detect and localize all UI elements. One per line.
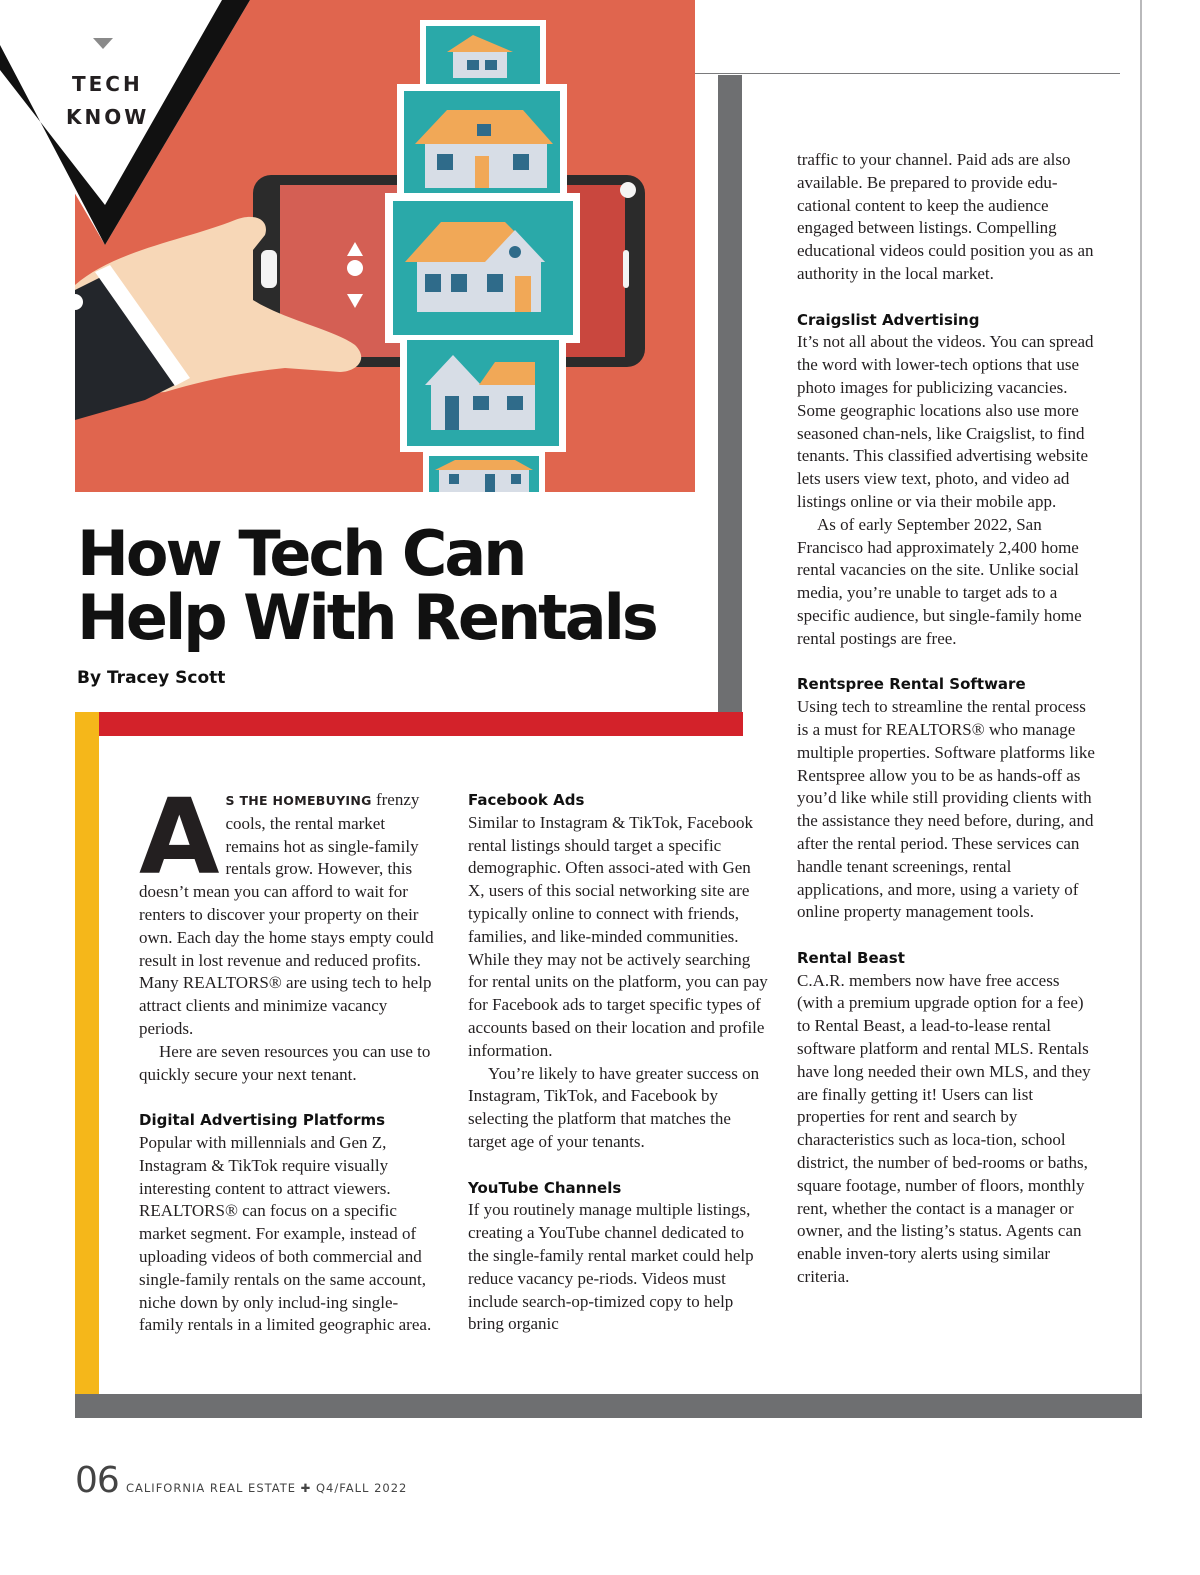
youtube-text-continued: traffic to your channel. Paid ads are also available. Be prepared to provide edu-cational content to keep the audience engaged between listings. Compelling educational videos could position you as an authority in the local market. [797, 150, 1094, 283]
article-title [77, 517, 717, 654]
heading-youtube-channels: YouTube Channels [468, 1178, 622, 1197]
gray-frame-bottom [75, 1394, 1142, 1418]
intro-paragraph [139, 776, 441, 1041]
section-chevron-badge [0, 0, 260, 260]
article-column-1 [139, 776, 441, 1337]
youtube-text: If you routinely manage multiple listings, creating a YouTube channel dedicated to the single-family rental market could help reduce vacancy pe-riods. Videos must include search-op-timized copy to help bring organic [468, 1200, 754, 1334]
heading-rentspree: Rentspree Rental Software [797, 675, 1026, 694]
title-line-2: Help With Rentals [77, 581, 656, 654]
lead-in-caps: S THE HOMEBUYING [225, 793, 372, 808]
heading-rental-beast: Rental Beast [797, 948, 905, 967]
rentspree-text: Using tech to streamline the rental process is a must for REALTORS® who manage multiple properties. Software platforms like Rentspree allow you to be as hands-off as you’d like while still providing clients with the assistance they need before, during, and after the rental period. These services can handle tenant screenings, rental applications, and more, using a variety of online property management tools. [797, 697, 1095, 922]
house-card-icon [397, 84, 567, 199]
intro-text: frenzy cools, the rental market remains hot as single-family rentals grow. However, this doesn’t mean you can afford to wait for renters to discover your property on their own. Each day the home stays empty could result in lost revenue and reduced profits. Many REALTORS® are using tech to help attract clients and minimize vacancy periods. [139, 790, 434, 1038]
house-card-icon [385, 193, 580, 343]
craigslist-text-2: As of early September 2022, San Francisco had approximately 2,400 home rental vacancies on the site. Unlike social media, you’re unable to target ads to a specific audience, but single-family home rental postings are free. [797, 514, 1082, 648]
facebook-text-1: Similar to Instagram & TikTok, Facebook rental listings should target a specific demographic. Often associ-ated with Gen X, users of this social networking site are typically online to connect with friends, families, and like-minded communities. While they may not be actively searching for rental units on the platform, you can pay for Facebook ads to target specific types of accounts based on their location and profile information. [468, 812, 768, 1060]
facebook-text-2: You’re likely to have greater success on Instagram, TikTok, and Facebook by selecting the platform that matches the target age of your tenants. [468, 1063, 760, 1151]
section-label-tech: TECH [72, 72, 143, 96]
digital-advertising-text: Popular with millennials and Gen Z, Instagram & TikTok require visually interesting content to attract viewers. REALTORS® can focus on a specific market segment. For example, instead of uploading videos of both commercial and single-family rentals on the same account, niche down by only includ-ing single-family rentals in a limited geographic area. [139, 1132, 432, 1335]
intro-paragraph-2: Here are seven resources you can use to quickly secure your next tenant. [139, 1041, 431, 1084]
right-frame-line [1140, 0, 1142, 1418]
article-column-3 [797, 149, 1099, 1289]
heading-facebook-ads: Facebook Ads [468, 791, 585, 809]
heading-digital-advertising: Digital Advertising Platforms [139, 1111, 386, 1130]
rental-beast-text: C.A.R. members now have free access (with a premium upgrade option for a fee) to Rental Beast, a lead-to-lease rental software platform and rental MLS. Rentals have long needed their own MLS, and they are finally getting it! Users can list properties for rent and search by characteristics such as loca-tion, school district, the number of bed-rooms or baths, square footage, number of floors, monthly rent, whether the contact is a manager or owner, and the listing’s status. Agents can enable inven-tory alerts using similar criteria. [797, 970, 1091, 1287]
article-column-2 [468, 789, 768, 1336]
drop-cap: A [139, 776, 220, 898]
byline: By Tracey Scott [77, 668, 226, 688]
publication-footer: CALIFORNIA REAL ESTATE ✚ Q4/FALL 2022 [126, 1481, 408, 1495]
section-label-know: KNOW [66, 105, 150, 129]
title-line-1: How Tech Can [77, 517, 525, 590]
craigslist-text-1: It’s not all about the videos. You can spread the word with lower-tech options that use photo images for publicizing vacancies. Some geographic locations also use more seasoned chan-nels, like Craigslist, to find tenants. This classified advertising website lets users view text, photo, and video ad listings online or via their mobile app. [797, 332, 1094, 511]
yellow-frame-bar [75, 712, 99, 1418]
heading-craigslist-advertising: Craigslist Advertising [797, 310, 980, 329]
gray-frame-vertical [718, 75, 742, 735]
red-frame-bar [75, 712, 743, 736]
house-card-icon [423, 450, 545, 492]
house-card-icon [400, 340, 566, 452]
page-number: 06 [75, 1460, 119, 1501]
house-card-icon [420, 20, 546, 85]
